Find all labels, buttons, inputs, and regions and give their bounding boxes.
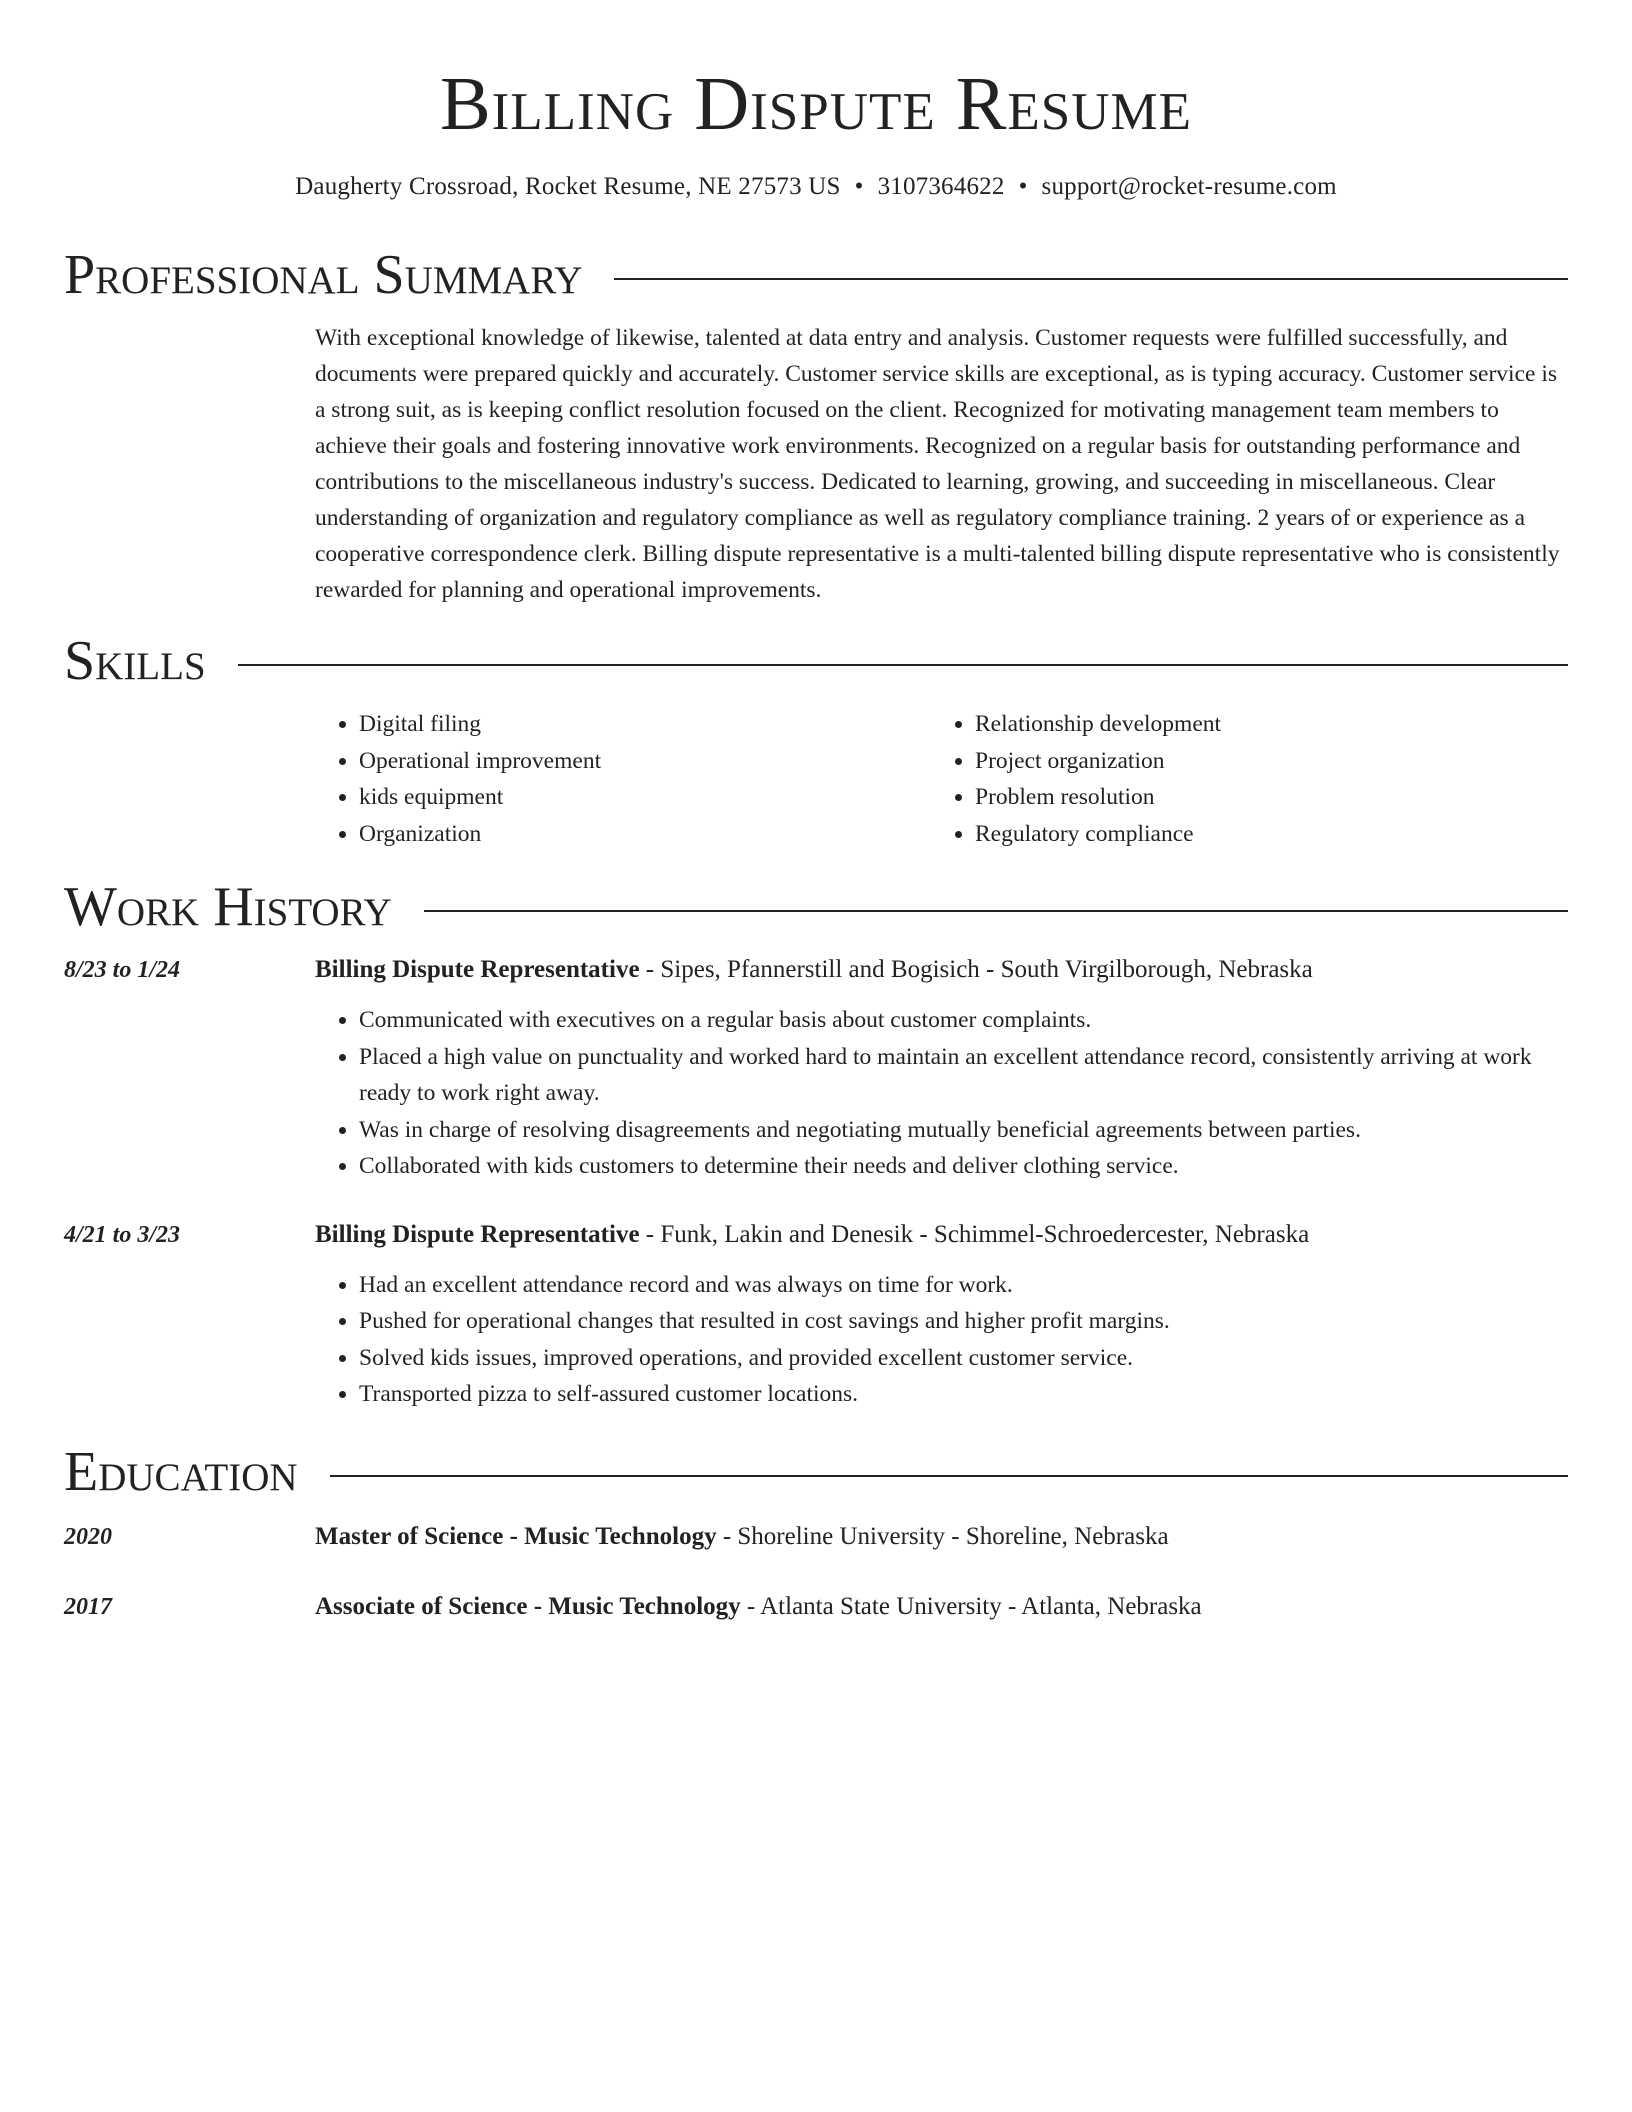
skill-item: • Relationship development <box>975 706 1547 743</box>
section-heading-text: Professional Summary <box>64 244 583 306</box>
skill-item: • Digital filing <box>359 706 931 743</box>
section-divider <box>614 278 1568 280</box>
work-dates: 4/21 to 3/23 <box>64 1221 181 1248</box>
education-title-line <box>315 1519 1568 1555</box>
skills-column-left <box>315 706 931 852</box>
work-bullets <box>315 1267 1568 1413</box>
work-bullet: • Was in charge of resolving disagreements and negotiating mutually beneficial agreements between parties. <box>359 1112 1568 1149</box>
work-bullet: • Solved kids issues, improved operations, and provided excellent customer service. <box>359 1340 1568 1377</box>
resume-page <box>64 0 1568 1625</box>
contact-phone: 3107364622 <box>877 173 1005 200</box>
work-title-line <box>315 1217 1568 1253</box>
education-entry <box>64 1589 1568 1625</box>
section-divider <box>238 664 1568 666</box>
work-bullet: • Communicated with executives on a regular basis about customer complaints. <box>359 1002 1568 1039</box>
skills-column-right <box>931 706 1547 852</box>
job-title: Billing Dispute Representative <box>315 1220 640 1248</box>
skill-item: • Operational improvement <box>359 743 931 780</box>
summary-paragraph: With exceptional knowledge of likewise, talented at data entry and analysis. Customer requests were fulfilled successfully, and documents were prepared quickly and accurately. Customer service skills are exceptional, as is typing accuracy. Customer service is a strong suit, as is keeping conflict resolution focused on the client. Recognized for motivating management team members to achieve their goals and fostering innovative work environments. Recognized on a regular basis for outstanding performance and contributions to the miscellaneous industry's success. Dedicated to learning, growing, and succeeding in miscellaneous. Clear understanding of organization and regulatory compliance as well as regulatory compliance training. 2 years of or experience as a cooperative correspondence clerk. Billing dispute representative is a multi-talented billing dispute representative who is consistently rewarded for planning and operational improvements. <box>315 325 1560 603</box>
section-heading-text: Education <box>64 1440 298 1503</box>
skill-item: • Regulatory compliance <box>975 816 1547 853</box>
school-location: - Atlanta State University - Atlanta, Nebraska <box>740 1592 1202 1620</box>
job-title: Billing Dispute Representative <box>315 956 640 983</box>
skills-list <box>315 706 1568 852</box>
section-heading-skills <box>64 630 1568 692</box>
work-title-line <box>315 952 1568 988</box>
work-bullet: • Transported pizza to self-assured customer locations. <box>359 1376 1568 1413</box>
skill-item: • Organization <box>359 816 931 853</box>
section-heading-education <box>64 1441 1568 1503</box>
work-entry <box>64 1217 1568 1413</box>
section-heading-work-history <box>64 876 1568 938</box>
degree: Associate of Science - Music Technology <box>315 1592 741 1620</box>
contact-address: Daugherty Crossroad, Rocket Resume, NE 27573 US <box>295 173 841 200</box>
resume-title: Billing Dispute Resume <box>439 62 1193 146</box>
education-year: 2017 <box>64 1593 112 1620</box>
contact-separator: • <box>854 173 864 200</box>
job-employer-location: - Sipes, Pfannerstill and Bogisich - South Virgilborough, Nebraska <box>639 956 1313 983</box>
work-bullets <box>315 1002 1568 1185</box>
work-bullet: • Collaborated with kids customers to determine their needs and deliver clothing service. <box>359 1148 1568 1185</box>
education-entry <box>64 1519 1568 1555</box>
contact-separator: • <box>1018 173 1028 200</box>
section-heading-text: Skills <box>64 630 206 692</box>
skill-item: • Project organization <box>975 743 1547 780</box>
work-bullet: • Had an excellent attendance record and was always on time for work. <box>359 1267 1568 1304</box>
contact-email: support@rocket-resume.com <box>1041 173 1337 200</box>
section-divider <box>424 910 1568 912</box>
section-heading-text: Work History <box>64 876 392 938</box>
school-location: - Shoreline University - Shoreline, Nebraska <box>716 1522 1169 1550</box>
education-year: 2020 <box>64 1523 112 1550</box>
work-bullet: • Placed a high value on punctuality and worked hard to maintain an excellent attendance record, consistently arriving at work ready to work right away. <box>359 1039 1568 1112</box>
section-heading-summary <box>64 244 1568 306</box>
education-title-line <box>315 1589 1568 1625</box>
work-dates: 8/23 to 1/24 <box>64 957 181 983</box>
skill-item: • Problem resolution <box>975 779 1547 816</box>
degree: Master of Science - Music Technology <box>315 1522 717 1550</box>
job-employer-location: - Funk, Lakin and Denesik - Schimmel-Schroedercester, Nebraska <box>639 1220 1310 1248</box>
contact-line <box>64 170 1568 204</box>
work-entry <box>64 952 1568 1185</box>
skill-item: • kids equipment <box>359 779 931 816</box>
section-divider <box>330 1475 1568 1477</box>
work-bullet: • Pushed for operational changes that resulted in cost savings and higher profit margins. <box>359 1303 1568 1340</box>
